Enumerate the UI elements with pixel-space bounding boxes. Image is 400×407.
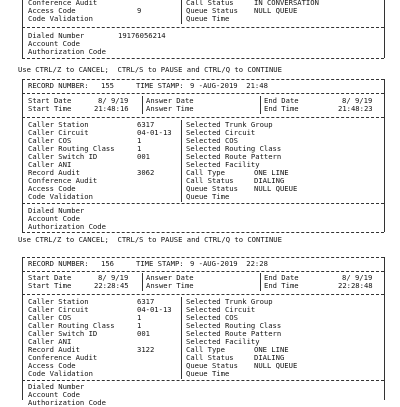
code-validation-label: Code Validation: [28, 192, 93, 201]
caller-circuit-value: 04-01-13: [137, 128, 172, 137]
conference-audit-label: Conference Audit: [28, 176, 98, 185]
record-top-rule: [22, 257, 384, 258]
selected-cos-label: Selected COS: [186, 136, 238, 145]
record-right-border: [384, 0, 385, 58]
column-divider: [181, 0, 182, 24]
end-time-label: End Time: [264, 104, 299, 113]
start-date-label: Start Date: [28, 273, 72, 282]
selected-route-pattern-label: Selected Route Pattern: [186, 152, 282, 161]
caller-switch-id-value: 001: [137, 329, 150, 338]
record-left-border: [22, 257, 23, 400]
authorization-code-label: Authorization Code: [28, 398, 106, 407]
answer-time-label: Answer Time: [146, 281, 194, 290]
call-status-label: Call Status: [186, 176, 234, 185]
record-left-border: [22, 79, 23, 232]
queue-status-label: Queue Status: [186, 6, 238, 15]
end-date-label: End Date: [264, 273, 299, 282]
caller-cos-label: Caller COS: [28, 313, 72, 322]
authorization-code-label: Authorization Code: [28, 47, 106, 56]
caller-routing-class-label: Caller Routing Class: [28, 144, 115, 153]
section-divider: [22, 271, 384, 272]
caller-switch-id-label: Caller Switch ID: [28, 152, 98, 161]
conference-audit-label: Conference Audit: [28, 353, 98, 362]
record-audit-value: 3122: [137, 345, 155, 354]
section-divider: [22, 117, 384, 118]
start-date-label: Start Date: [28, 96, 72, 105]
caller-ani-label: Caller ANI: [28, 337, 72, 346]
record-bottom-rule: [22, 58, 384, 59]
time-stamp-value: 9 -AUG-2019 21:48: [190, 81, 268, 90]
record-audit-label: Record Audit: [28, 345, 80, 354]
end-date-value: 8/ 9/19: [342, 273, 373, 282]
call-status-value: DIALING: [254, 353, 285, 362]
authorization-code-label: Authorization Code: [28, 222, 106, 231]
answer-date-label: Answer Date: [146, 273, 194, 282]
call-type-label: Call Type: [186, 168, 225, 177]
selected-trunk-group-label: Selected Trunk Group: [186, 120, 273, 129]
record-left-border: [22, 0, 23, 58]
record-number-value: 156: [101, 259, 114, 268]
selected-routing-class-label: Selected Routing Class: [186, 321, 282, 330]
record-number-label: RECORD NUMBER:: [28, 81, 89, 90]
record-audit-value: 3062: [137, 168, 155, 177]
caller-station-label: Caller Station: [28, 297, 89, 306]
record-audit-label: Record Audit: [28, 168, 80, 177]
caller-switch-id-value: 001: [137, 152, 150, 161]
code-validation-label: Code Validation: [28, 14, 93, 23]
selected-routing-class-label: Selected Routing Class: [186, 144, 282, 153]
record-number-value: 155: [101, 81, 114, 90]
caller-cos-value: 1: [137, 136, 142, 145]
caller-routing-class-value: 1: [137, 144, 142, 153]
caller-circuit-label: Caller Circuit: [28, 305, 89, 314]
queue-time-label: Queue Time: [186, 369, 230, 378]
call-status-label: Call Status: [186, 353, 234, 362]
section-divider: [22, 203, 384, 204]
queue-time-label: Queue Time: [186, 192, 230, 201]
record-bottom-rule: [22, 232, 384, 233]
queue-status-value: NULL QUEUE: [254, 361, 298, 370]
start-time-label: Start Time: [28, 104, 72, 113]
start-date-value: 8/ 9/19: [98, 96, 129, 105]
call-status-value: IN CONVERSATION: [254, 0, 319, 7]
control-prompt: Use CTRL/Z to CANCEL; CTRL/S to PAUSE and CTRL/Q to CONTINUE: [18, 65, 282, 74]
end-time-label: End Time: [264, 281, 299, 290]
end-time-value: 22:28:48: [338, 281, 373, 290]
record-right-border: [384, 257, 385, 400]
caller-cos-value: 1: [137, 313, 142, 322]
code-validation-label: Code Validation: [28, 369, 93, 378]
caller-ani-label: Caller ANI: [28, 160, 72, 169]
access-code-value: 9: [137, 6, 142, 15]
column-divider: [142, 273, 143, 291]
access-code-label: Access Code: [28, 184, 76, 193]
caller-station-value: 6317: [137, 297, 155, 306]
end-date-value: 8/ 9/19: [342, 96, 373, 105]
start-time-value: 21:48:16: [94, 104, 129, 113]
start-date-value: 8/ 9/19: [98, 273, 129, 282]
selected-facility-label: Selected Facility: [186, 160, 260, 169]
queue-status-label: Queue Status: [186, 361, 238, 370]
dialed-number-value: 19176056214: [118, 31, 166, 40]
call-type-label: Call Type: [186, 345, 225, 354]
section-divider: [22, 294, 384, 295]
record-number-label: RECORD NUMBER:: [28, 259, 89, 268]
account-code-label: Account Code: [28, 214, 80, 223]
section-divider: [22, 93, 384, 94]
queue-status-value: NULL QUEUE: [254, 184, 298, 193]
call-status-value: DIALING: [254, 176, 285, 185]
answer-date-label: Answer Date: [146, 96, 194, 105]
selected-facility-label: Selected Facility: [186, 337, 260, 346]
time-stamp-label: TIME STAMP:: [136, 259, 184, 268]
time-stamp-value: 9 -AUG-2019 22:28: [190, 259, 268, 268]
conference-audit-label: Conference Audit: [28, 0, 98, 7]
column-divider: [260, 96, 261, 114]
section-divider: [22, 27, 384, 28]
end-time-value: 21:48:23: [338, 104, 373, 113]
column-divider: [181, 297, 182, 379]
selected-cos-label: Selected COS: [186, 313, 238, 322]
caller-routing-class-label: Caller Routing Class: [28, 321, 115, 330]
column-divider: [142, 96, 143, 114]
queue-status-label: Queue Status: [186, 184, 238, 193]
dialed-number-label: Dialed Number: [28, 31, 85, 40]
call-type-value: ONE LINE: [254, 168, 289, 177]
selected-circuit-label: Selected Circuit: [186, 128, 256, 137]
selected-route-pattern-label: Selected Route Pattern: [186, 329, 282, 338]
call-type-value: ONE LINE: [254, 345, 289, 354]
caller-routing-class-value: 1: [137, 321, 142, 330]
column-divider: [260, 273, 261, 291]
selected-trunk-group-label: Selected Trunk Group: [186, 297, 273, 306]
selected-circuit-label: Selected Circuit: [186, 305, 256, 314]
dialed-number-label: Dialed Number: [28, 382, 85, 391]
caller-station-label: Caller Station: [28, 120, 89, 129]
account-code-label: Account Code: [28, 39, 80, 48]
answer-time-label: Answer Time: [146, 104, 194, 113]
control-prompt: Use CTRL/Z to CANCEL; CTRL/S to PAUSE and CTRL/Q to CONTINUE: [18, 235, 282, 244]
record-right-border: [384, 79, 385, 232]
caller-circuit-label: Caller Circuit: [28, 128, 89, 137]
caller-circuit-value: 04-01-13: [137, 305, 172, 314]
access-code-label: Access Code: [28, 6, 76, 15]
end-date-label: End Date: [264, 96, 299, 105]
caller-switch-id-label: Caller Switch ID: [28, 329, 98, 338]
queue-time-label: Queue Time: [186, 14, 230, 23]
queue-status-value: NULL QUEUE: [254, 6, 298, 15]
caller-cos-label: Caller COS: [28, 136, 72, 145]
section-divider: [22, 380, 384, 381]
call-status-label: Call Status: [186, 0, 234, 7]
start-time-value: 22:28:45: [94, 281, 129, 290]
start-time-label: Start Time: [28, 281, 72, 290]
column-divider: [181, 120, 182, 202]
dialed-number-label: Dialed Number: [28, 206, 85, 215]
access-code-label: Access Code: [28, 361, 76, 370]
time-stamp-label: TIME STAMP:: [136, 81, 184, 90]
account-code-label: Account Code: [28, 390, 80, 399]
record-top-rule: [22, 79, 384, 80]
caller-station-value: 6317: [137, 120, 155, 129]
